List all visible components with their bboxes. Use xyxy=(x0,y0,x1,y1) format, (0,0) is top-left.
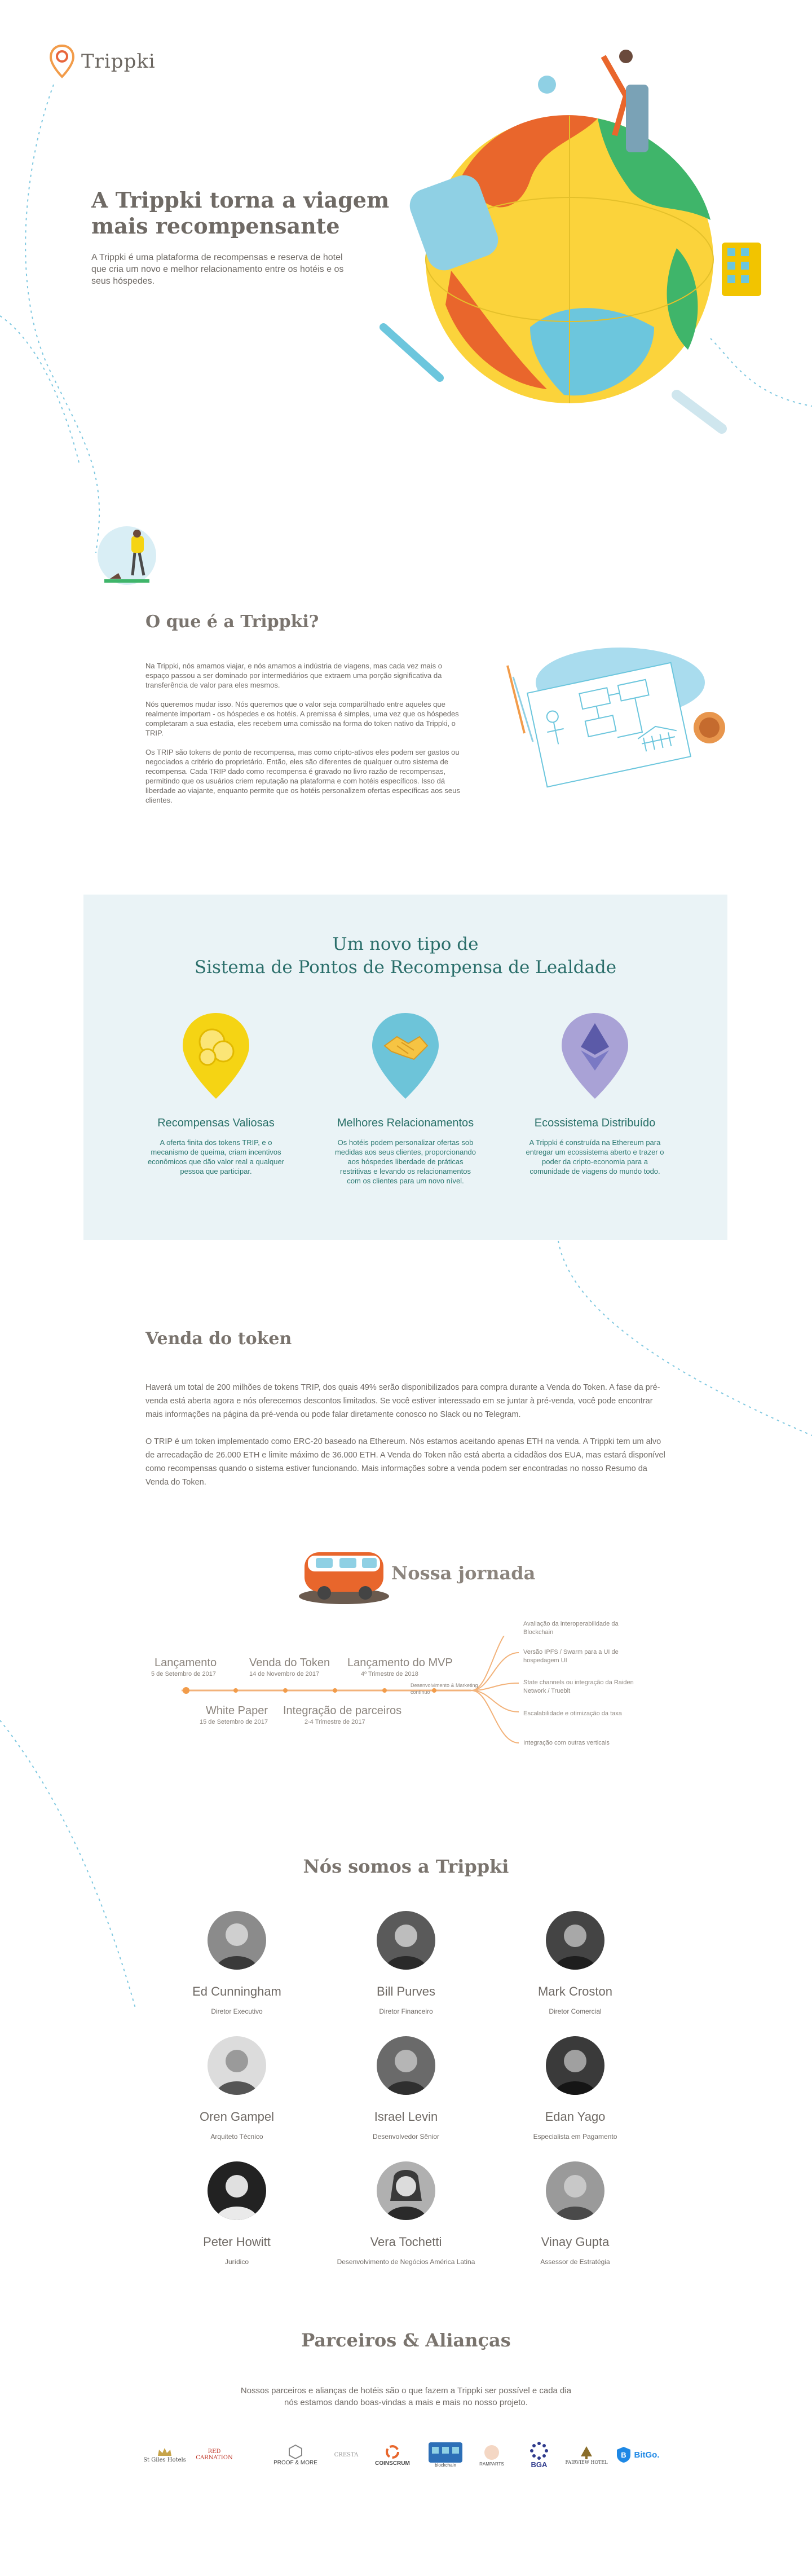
token-sale-title: Venda do token xyxy=(145,1329,292,1349)
team-member xyxy=(152,2036,321,2141)
tree-icon xyxy=(579,2445,594,2460)
feature-title: Melhores Relacionamentos xyxy=(337,1117,474,1129)
token-sale-paragraph: O TRIP é um token implementado como ERC-20 baseado na Ethereum. Nós estamos aceitando apenas ETH na venda. A Trippki tem um alvo de arrecadação de 26.000 ETH e limite máximo de 36.000 ETH. A Venda do Token não está aberta a cidadãos dos EUA, mas estará disponível como recompensas quando o sistema estiver funcionando. Mais informações sobre a venda podem ser encontradas no nosso Resumo da Venda do Token. xyxy=(145,1437,665,1487)
feature-text: A oferta finita dos tokens TRIP, e o mecanismo de queima, criam incentivos econômicos que dão valor real a qualquer pessoa que participar. xyxy=(147,1138,285,1175)
member-name: Edan Yago xyxy=(545,2110,606,2124)
partner-logo-bga[interactable] xyxy=(517,2438,562,2472)
camper-van-illustration xyxy=(293,1535,389,1609)
partner-logo-red-carnation[interactable] xyxy=(192,2438,237,2472)
member-name: Mark Croston xyxy=(537,1984,613,1998)
logo-text: Trippki xyxy=(81,50,156,73)
member-role: Jurídico xyxy=(224,2258,249,2266)
partner-logo-text: CRESTA xyxy=(334,2451,359,2458)
timeline-branch: Versão IPFS / Swarm para a UI de hospedagem UI xyxy=(523,1649,619,1664)
partners-description: Nossos parceiros e alianças de hotéis são o que fazem a Trippki ser possível e cada dia nós estamos dando boas-vindas a mais e mais no nosso projeto. xyxy=(240,2386,572,2407)
member-name: Bill Purves xyxy=(377,1984,435,1998)
partner-logo-blockchain[interactable] xyxy=(423,2438,468,2472)
ethereum-icon xyxy=(558,1011,632,1101)
blockchain-icon xyxy=(429,2442,462,2463)
member-role: Especialista em Pagamento xyxy=(533,2133,617,2141)
avatar xyxy=(208,1911,266,1970)
partner-logo-text: PROOF & MORE xyxy=(273,2459,317,2466)
team-member xyxy=(491,1911,660,2016)
member-role: Desenvolvedor Sênior xyxy=(372,2133,440,2141)
location-pin-icon xyxy=(48,44,76,79)
hiker-illustration xyxy=(87,525,166,598)
partner-logo-text: FAIRVIEW HOTEL xyxy=(565,2459,608,2465)
avatar xyxy=(377,1911,435,1970)
feature-title: Recompensas Valiosas xyxy=(157,1117,275,1129)
shield-icon xyxy=(616,2446,631,2463)
partner-logo-text: RED CARNATION xyxy=(196,2449,233,2461)
partner-logo-st-giles[interactable] xyxy=(142,2438,187,2472)
member-name: Peter Howitt xyxy=(203,2235,271,2249)
member-role: Arquiteto Técnico xyxy=(210,2133,263,2141)
shield-icon xyxy=(483,2443,501,2461)
team-member xyxy=(152,2161,321,2266)
timeline-label: Venda do Token xyxy=(249,1657,330,1669)
what-is-paragraph: Na Trippki, nós amamos viajar, e nós amamos a indústria de viagens, mas cada vez mais o espaço passou a ser dominado por intermediários que extraem uma porção significativa da transferência de valor para eles mesmos. xyxy=(145,662,443,689)
timeline-dot xyxy=(183,1687,189,1694)
team-member xyxy=(491,2161,660,2266)
timeline-date: 15 de Setembro de 2017 xyxy=(200,1719,268,1725)
avatar xyxy=(377,2036,435,2095)
member-role: Diretor Financeiro xyxy=(379,2007,433,2015)
member-name: Vinay Gupta xyxy=(541,2235,610,2249)
team-member xyxy=(321,2161,491,2266)
loyalty-title-line: Um novo tipo de xyxy=(332,934,479,954)
timeline-dot xyxy=(333,1688,337,1693)
what-is-paragraph: Os TRIP são tokens de ponto de recompensa, mas como cripto-ativos eles podem ser gastos ou negociados a critério do proprietário. Então, eles são diferentes de qualquer outro sistema de recompensa. Cada TRIP dado como recompensa é gravado no livro razão de recompensas, permitindo que os usuários criem reputação na plataforma e com hotéis específicos. Isso dá liberdade ao viajante, enquanto permite que os hotéis personalizem ofertas específicas aos seus clientes. xyxy=(145,748,460,804)
crown-icon xyxy=(156,2447,173,2457)
token-sale-paragraph: Haverá um total de 200 milhões de tokens TRIP, dos quais 49% serão disponibilizados para compra durante a Venda do Token. A fase da pré-venda está aberta agora e nós oferecemos descontos limitados. Se você estiver interessado em se juntar à pré-venda, você pode encontrar mais informações na página da pré-venda ou pode falar diretamente conosco no Slack ou no Telegram. xyxy=(145,1383,660,1419)
partner-logo-text: COINSCRUM xyxy=(375,2460,410,2467)
partner-logo-bitgo[interactable] xyxy=(607,2438,669,2472)
partner-logo-proof-and-more[interactable] xyxy=(273,2438,318,2472)
handshake-icon xyxy=(369,1011,442,1101)
hero-description: A Trippki é uma plataforma de recompensas e reserva de hotel que cria um novo e melhor relacionamento entre os hotéis e os seus hóspedes. xyxy=(91,253,344,286)
partner-logo-text: BGA xyxy=(531,2460,548,2469)
timeline-branch: Escalabilidade e otimização da taxa xyxy=(523,1710,622,1717)
timeline-date: 2-4 Trimestre de 2017 xyxy=(304,1719,365,1725)
what-is-body xyxy=(145,661,461,814)
timeline-dot xyxy=(382,1688,387,1693)
timeline xyxy=(0,1636,812,1771)
team-title: Nós somos a Trippki xyxy=(303,1856,509,1877)
coins-icon xyxy=(179,1011,253,1101)
partner-logo-text: BitGo. xyxy=(634,2450,660,2460)
loyalty-panel xyxy=(83,895,727,1240)
feature-text: A Trippki é construída na Ethereum para entregar um ecossistema aberto e trazer o poder da cripto-economia para a comunidade de viagens do mundo todo. xyxy=(526,1138,664,1175)
avatar xyxy=(546,2161,604,2220)
timeline-branch: Integração com outras verticais xyxy=(523,1740,610,1746)
timeline-branch: State channels ou integração da Raiden Network / Trueblt xyxy=(523,1679,634,1694)
feature-relationships xyxy=(324,1011,487,1186)
what-is-paragraph: Nós queremos mudar isso. Nós queremos que o valor seja compartilhado entre aqueles que realmente importam - os hóspedes e os hotéis. A premissa é simples, uma vez que os hóspedes completaram a sua estadia, eles recebem uma comissão na forma do token nativo da Trippki, o TRIP. xyxy=(145,700,459,737)
dots-circle-icon xyxy=(529,2441,549,2460)
avatar xyxy=(377,2161,435,2220)
member-name: Vera Tochetti xyxy=(370,2235,442,2249)
member-role: Desenvolvimento de Negócios América Latina xyxy=(337,2258,475,2266)
member-name: Israel Levin xyxy=(374,2110,438,2124)
loyalty-title-line: Sistema de Pontos de Recompensa de Lealdade xyxy=(194,957,617,977)
timeline-date: 4º Trimestre de 2018 xyxy=(361,1671,418,1677)
timeline-date: 5 de Setembro de 2017 xyxy=(151,1671,216,1677)
partner-logo-ramparts[interactable] xyxy=(469,2438,514,2472)
feature-rewards xyxy=(134,1011,298,1176)
timeline-dot xyxy=(283,1688,288,1693)
team-member xyxy=(491,2036,660,2141)
team-member xyxy=(321,2036,491,2141)
journey-title: Nossa jornada xyxy=(391,1562,536,1584)
token-sale-body xyxy=(145,1381,670,1503)
timeline-date: 14 de Novembro de 2017 xyxy=(249,1671,320,1677)
team-member xyxy=(321,1911,491,2016)
hexagon-icon xyxy=(288,2444,303,2460)
timeline-label: Lançamento xyxy=(155,1657,217,1669)
feature-text: Os hotéis podem personalizar ofertas sob medidas aos seus clientes, proporcionando aos hóspedes liberdade de práticas restritivas e levando os relacionamentos com os clientes para um novo nível. xyxy=(334,1138,476,1185)
avatar xyxy=(546,1911,604,1970)
member-name: Oren Gampel xyxy=(199,2110,275,2124)
partner-logo-text: RAMPARTS xyxy=(479,2461,504,2467)
member-role: Assessor de Estratégia xyxy=(540,2258,610,2266)
team-member xyxy=(152,1911,321,2016)
partner-logo-text: St Giles Hotels xyxy=(143,2456,186,2463)
timeline-ongoing-note: Desenvolvimento & Marketing contínuo xyxy=(411,1683,478,1695)
avatar xyxy=(546,2036,604,2095)
timeline-dot xyxy=(233,1688,238,1693)
timeline-label: White Paper xyxy=(206,1705,268,1717)
hero-title: A Trippki torna a viagem mais recompensante xyxy=(91,187,390,239)
svg-text:B: B xyxy=(620,2451,626,2459)
feature-title: Ecossistema Distribuído xyxy=(534,1117,656,1129)
loyalty-title xyxy=(83,933,727,979)
globe-illustration xyxy=(361,34,778,451)
partner-logo-coinscrum[interactable] xyxy=(370,2438,415,2472)
partner-logo-cresta[interactable] xyxy=(324,2438,369,2472)
timeline-label: Lançamento do MVP xyxy=(347,1657,453,1669)
timeline-branch: Avaliação da interoperabilidade da Blockchain xyxy=(523,1621,619,1636)
avatar xyxy=(208,2161,266,2220)
member-name: Ed Cunningham xyxy=(192,1984,281,1998)
blueprint-illustration xyxy=(491,643,733,790)
ring-icon xyxy=(384,2443,401,2460)
avatar xyxy=(208,2036,266,2095)
member-role: Diretor Executivo xyxy=(211,2007,263,2015)
partner-logo-fairview[interactable] xyxy=(564,2438,609,2472)
feature-ecosystem xyxy=(513,1011,677,1176)
timeline-label: Integração de parceiros xyxy=(283,1705,402,1717)
partners-title: Parceiros & Alianças xyxy=(301,2330,511,2351)
member-role: Diretor Comercial xyxy=(549,2007,602,2015)
partner-logo-text: blockchain xyxy=(435,2462,456,2468)
what-is-title: O que é a Trippki? xyxy=(145,612,319,632)
logo[interactable] xyxy=(48,44,156,79)
